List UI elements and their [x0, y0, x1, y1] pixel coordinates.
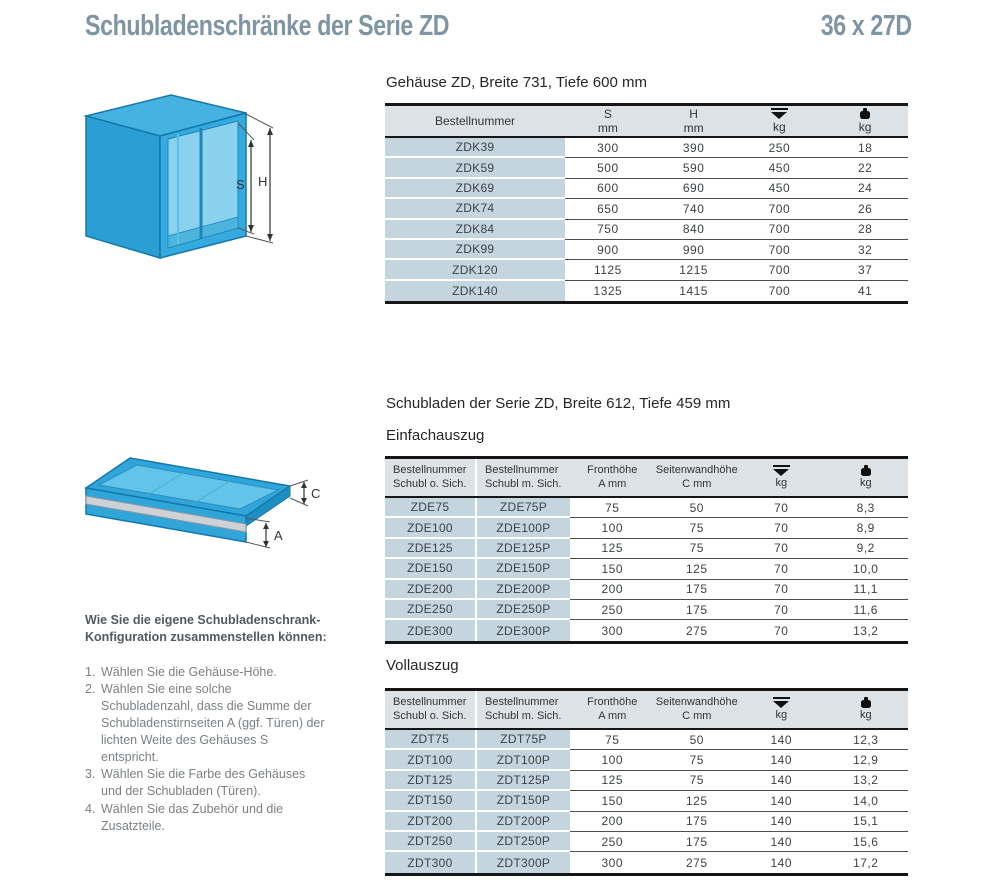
cabinet-dim-s: S [236, 177, 245, 192]
column-header-unit: Schubl m. Sich. [485, 709, 562, 722]
value-cell: 22 [822, 158, 908, 178]
column-header-unit: kg [775, 708, 788, 721]
value-cell: 175 [655, 600, 740, 620]
column-header-unit: A mm [598, 709, 627, 722]
value-cell: 75 [655, 539, 740, 559]
column-header-unit: kg [773, 119, 786, 134]
value-cell: 250 [737, 138, 823, 158]
value-cell: 70 [739, 600, 824, 620]
load-icon-bar [773, 697, 790, 700]
value-cell: 140 [739, 832, 824, 852]
column-header-weight [824, 459, 909, 496]
column-header [477, 691, 570, 728]
header-icon-wrap [861, 697, 871, 709]
table-row [385, 179, 908, 199]
value-cell: 17,2 [853, 855, 879, 870]
value-cell: 70 [739, 580, 824, 600]
howto-step-text: Wählen Sie eine solche Schubladenzahl, dass die Summe der Schubladenstirnseiten A (ggf. Türen) der lichten Weite des Gehäuses S entspricht. [101, 681, 325, 765]
value-cell: 11,1 [824, 580, 909, 600]
value-cell: 900 [565, 240, 651, 260]
value-cell: 140 [739, 750, 824, 770]
column-header-label: Bestellnummer [485, 696, 559, 709]
value-cell: 13,2 [853, 623, 879, 638]
weight-icon-body [860, 111, 870, 119]
value-cell: 70 [739, 559, 824, 579]
header-icon-wrap [771, 108, 788, 120]
column-header-unit: kg [858, 119, 872, 134]
load-icon-bar [773, 465, 790, 468]
header-icon-wrap [773, 465, 790, 477]
order-number-cell: ZDK84 [385, 220, 565, 240]
table-row [385, 518, 908, 538]
weight-icon [860, 108, 870, 119]
value-cell: 140 [739, 791, 824, 811]
table-row [385, 771, 908, 791]
order-number-cell: ZDE150P [477, 559, 570, 579]
weight-icon [861, 697, 871, 708]
column-header-label: S [603, 106, 612, 121]
order-number-cell: ZDE125 [385, 539, 477, 559]
value-cell: 125 [655, 559, 740, 579]
order-number-cell: ZDK69 [385, 179, 565, 199]
table-header-row [385, 459, 908, 498]
vollauszug-table [385, 688, 908, 876]
value-cell: 200 [570, 580, 655, 600]
value-cell: 13,2 [824, 771, 909, 791]
column-header-label: Bestellnummer [485, 464, 559, 477]
column-header-unit: A mm [598, 477, 627, 490]
howto-step-text: Wählen Sie das Zubehör und die Zusatzteile. [101, 801, 284, 833]
value-cell: 1415 [679, 283, 708, 298]
column-header [651, 106, 737, 136]
section-subtitle-vollauszug: Vollauszug [386, 657, 459, 674]
value-cell: 15,1 [824, 812, 909, 832]
table-row [385, 832, 908, 852]
order-number-cell: ZDK140 [385, 281, 565, 301]
value-cell: 10,0 [824, 559, 909, 579]
value-cell: 750 [565, 220, 651, 240]
order-number-cell: ZDE125P [477, 539, 570, 559]
howto-step-text: Wählen Sie die Gehäuse-Höhe. [101, 664, 277, 679]
howto-steps [85, 664, 327, 835]
value-cell: 700 [768, 283, 791, 298]
order-number-cell: ZDE300P [477, 620, 570, 640]
value-cell: 75 [655, 750, 740, 770]
value-cell: 50 [655, 730, 740, 750]
column-header-weight [824, 691, 909, 728]
value-cell: 140 [739, 812, 824, 832]
howto-step [85, 681, 327, 767]
page-reference: 36 x 27D [821, 10, 912, 42]
value-cell: 1125 [565, 260, 651, 280]
gehaeuse-table [385, 103, 908, 304]
section-title-schubladen: Schubladen der Serie ZD, Breite 612, Tiefe 459 mm [386, 395, 731, 412]
value-cell: 300 [601, 855, 624, 870]
value-cell: 75 [570, 730, 655, 750]
value-cell: 100 [570, 750, 655, 770]
order-number-cell: ZDT125P [477, 771, 570, 791]
value-cell: 15,6 [824, 832, 909, 852]
howto-step [85, 664, 327, 681]
value-cell: 140 [770, 855, 793, 870]
value-cell: 300 [601, 623, 624, 638]
order-number-cell: ZDT250 [385, 832, 477, 852]
value-cell: 700 [737, 220, 823, 240]
table-body [385, 730, 908, 873]
value-cell: 450 [737, 179, 823, 199]
howto-step-number: 2. [85, 681, 96, 696]
load-icon [773, 465, 790, 476]
column-header-label: Bestellnummer [393, 464, 467, 477]
order-number-cell: ZDT75 [385, 730, 477, 750]
value-cell: 690 [651, 179, 737, 199]
table-header-row [385, 106, 908, 138]
order-number-cell: ZDT250P [477, 832, 570, 852]
value-cell: 26 [822, 199, 908, 219]
value-cell: 125 [570, 771, 655, 791]
column-header-unit: mm [597, 121, 618, 135]
value-cell: 600 [565, 179, 651, 199]
value-cell: 41 [857, 283, 873, 298]
column-header-label: Fronthöhe [587, 696, 638, 709]
value-cell: 24 [822, 179, 908, 199]
value-cell: 70 [774, 623, 789, 638]
column-header-load [739, 459, 824, 496]
value-cell: 8,3 [824, 498, 909, 518]
order-number-cell: ZDT150 [385, 791, 477, 811]
order-number-cell: ZDE200P [477, 580, 570, 600]
order-number-cell: ZDE100 [385, 518, 477, 538]
value-cell: 1325 [593, 283, 623, 298]
column-header [570, 691, 655, 728]
order-number-cell: ZDT200 [385, 812, 477, 832]
order-number-cell: ZDK99 [385, 240, 565, 260]
load-icon-triangle [773, 701, 789, 708]
table-row [385, 730, 908, 750]
value-cell: 250 [570, 600, 655, 620]
table-row [385, 580, 908, 600]
column-header [385, 691, 477, 728]
page-title: Schubladenschränke der Serie ZD [85, 10, 450, 42]
order-number-cell: ZDT300 [385, 852, 477, 872]
table-row [385, 852, 908, 872]
value-cell: 75 [570, 498, 655, 518]
value-cell: 250 [570, 832, 655, 852]
value-cell: 75 [655, 518, 740, 538]
order-number-cell: ZDE75 [385, 498, 477, 518]
howto-heading: Wie Sie die eigene Schubladenschrank-Konfiguration zusammenstellen können: [85, 613, 327, 645]
table-row [385, 199, 908, 219]
order-number-cell: ZDE300 [385, 620, 477, 640]
value-cell: 75 [655, 771, 740, 791]
column-header-unit: Schubl m. Sich. [485, 477, 562, 490]
value-cell: 175 [655, 832, 740, 852]
order-number-cell: ZDT200P [477, 812, 570, 832]
value-cell: 390 [651, 138, 737, 158]
table-row [385, 539, 908, 559]
value-cell: 175 [655, 812, 740, 832]
howto-step-number: 1. [85, 664, 96, 679]
column-header [565, 106, 651, 136]
howto-step-number: 3. [85, 767, 96, 782]
column-header-unit: Schubl o. Sich. [393, 709, 467, 722]
table-row [385, 158, 908, 178]
value-cell: 50 [655, 498, 740, 518]
column-header [655, 459, 740, 496]
value-cell: 70 [739, 539, 824, 559]
column-header-unit: C mm [682, 477, 712, 490]
load-icon-triangle [771, 112, 787, 119]
column-header-unit: mm [683, 121, 704, 135]
order-number-cell: ZDK59 [385, 158, 565, 178]
order-number-cell: ZDE250P [477, 600, 570, 620]
value-cell: 37 [822, 260, 908, 280]
table-body [385, 498, 908, 641]
order-number-cell: ZDT75P [477, 730, 570, 750]
value-cell: 740 [651, 199, 737, 219]
column-header-weight [822, 106, 908, 136]
column-header-label: H [689, 106, 698, 121]
value-cell: 150 [570, 791, 655, 811]
order-number-cell: ZDK120 [385, 260, 565, 280]
header-icon-wrap [861, 465, 871, 477]
table-row [385, 498, 908, 518]
column-header-label: Seitenwandhöhe [655, 464, 738, 477]
value-cell: 650 [565, 199, 651, 219]
value-cell: 14,0 [824, 791, 909, 811]
value-cell: 140 [739, 730, 824, 750]
value-cell: 150 [570, 559, 655, 579]
value-cell: 70 [739, 518, 824, 538]
value-cell: 11,6 [824, 600, 909, 620]
order-number-cell: ZDK39 [385, 138, 565, 158]
column-header [385, 106, 565, 136]
configuration-howto [85, 612, 327, 835]
order-number-cell: ZDE75P [477, 498, 570, 518]
order-number-cell: ZDE150 [385, 559, 477, 579]
value-cell: 32 [822, 240, 908, 260]
load-icon-triangle [773, 469, 789, 476]
order-number-cell: ZDT150P [477, 791, 570, 811]
drawer-dim-a: A [274, 528, 283, 543]
column-header [655, 691, 740, 728]
howto-step-number: 4. [85, 801, 96, 816]
column-header-label: Bestellnummer [393, 696, 467, 709]
order-number-cell: ZDT100P [477, 750, 570, 770]
value-cell: 140 [739, 771, 824, 791]
value-cell: 500 [565, 158, 651, 178]
value-cell: 990 [651, 240, 737, 260]
table-header-row [385, 691, 908, 730]
value-cell: 700 [737, 260, 823, 280]
value-cell: 100 [570, 518, 655, 538]
order-number-cell: ZDE100P [477, 518, 570, 538]
column-header-unit: C mm [682, 709, 712, 722]
load-icon [771, 108, 788, 119]
value-cell: 450 [737, 158, 823, 178]
load-icon [773, 697, 790, 708]
table-row [385, 240, 908, 260]
header-icon-wrap [860, 108, 870, 120]
table-row [385, 750, 908, 770]
order-number-cell: ZDE200 [385, 580, 477, 600]
column-header-load [737, 106, 823, 136]
value-cell: 275 [685, 623, 708, 638]
value-cell: 200 [570, 812, 655, 832]
table-row [385, 559, 908, 579]
column-header-label: Seitenwandhöhe [655, 696, 738, 709]
value-cell: 300 [565, 138, 651, 158]
table-row [385, 600, 908, 620]
weight-icon-body [861, 700, 871, 708]
value-cell: 590 [651, 158, 737, 178]
value-cell: 175 [655, 580, 740, 600]
order-number-cell: ZDE250 [385, 600, 477, 620]
order-number-cell: ZDT300P [477, 852, 570, 872]
cabinet-dim-h: H [258, 174, 268, 189]
table-row [385, 791, 908, 811]
table-row [385, 138, 908, 158]
column-header-unit: kg [859, 708, 872, 721]
howto-step-text: Wählen Sie die Farbe des Gehäuses und der Schubladen (Türen). [101, 767, 306, 799]
einfachauszug-table [385, 456, 908, 644]
section-title-gehaeuse: Gehäuse ZD, Breite 731, Tiefe 600 mm [386, 74, 647, 91]
value-cell: 18 [822, 138, 908, 158]
value-cell: 12,9 [824, 750, 909, 770]
value-cell: 12,3 [824, 730, 909, 750]
drawer-illustration [78, 440, 321, 565]
value-cell: 125 [570, 539, 655, 559]
value-cell: 125 [655, 791, 740, 811]
load-icon-bar [771, 108, 788, 111]
value-cell: 28 [822, 220, 908, 240]
howto-step [85, 801, 327, 835]
column-header-unit: kg [775, 476, 788, 489]
column-header [570, 459, 655, 496]
value-cell: 840 [651, 220, 737, 240]
section-subtitle-einfachauszug: Einfachauszug [386, 427, 485, 444]
table-row [385, 220, 908, 240]
column-header-unit: Schubl o. Sich. [393, 477, 467, 490]
weight-icon-body [861, 468, 871, 476]
table-row [385, 281, 908, 301]
value-cell: 70 [739, 498, 824, 518]
table-row [385, 812, 908, 832]
value-cell: 700 [737, 240, 823, 260]
column-header-label: Fronthöhe [587, 464, 638, 477]
value-cell: 700 [737, 199, 823, 219]
drawer-dim-c: C [311, 486, 321, 501]
table-row [385, 620, 908, 640]
value-cell: 1215 [651, 260, 737, 280]
column-header-load [739, 691, 824, 728]
table-row [385, 260, 908, 280]
column-header [385, 459, 477, 496]
table-body [385, 138, 908, 301]
order-number-cell: ZDT100 [385, 750, 477, 770]
howto-step [85, 766, 327, 800]
value-cell: 275 [685, 855, 708, 870]
weight-icon [861, 465, 871, 476]
column-header [477, 459, 570, 496]
value-cell: 9,2 [824, 539, 909, 559]
order-number-cell: ZDK74 [385, 199, 565, 219]
header-icon-wrap [773, 697, 790, 709]
cabinet-illustration [74, 86, 279, 266]
column-header-unit: kg [859, 476, 872, 489]
order-number-cell: ZDT125 [385, 771, 477, 791]
column-header-label: Bestellnummer [434, 113, 516, 128]
value-cell: 8,9 [824, 518, 909, 538]
